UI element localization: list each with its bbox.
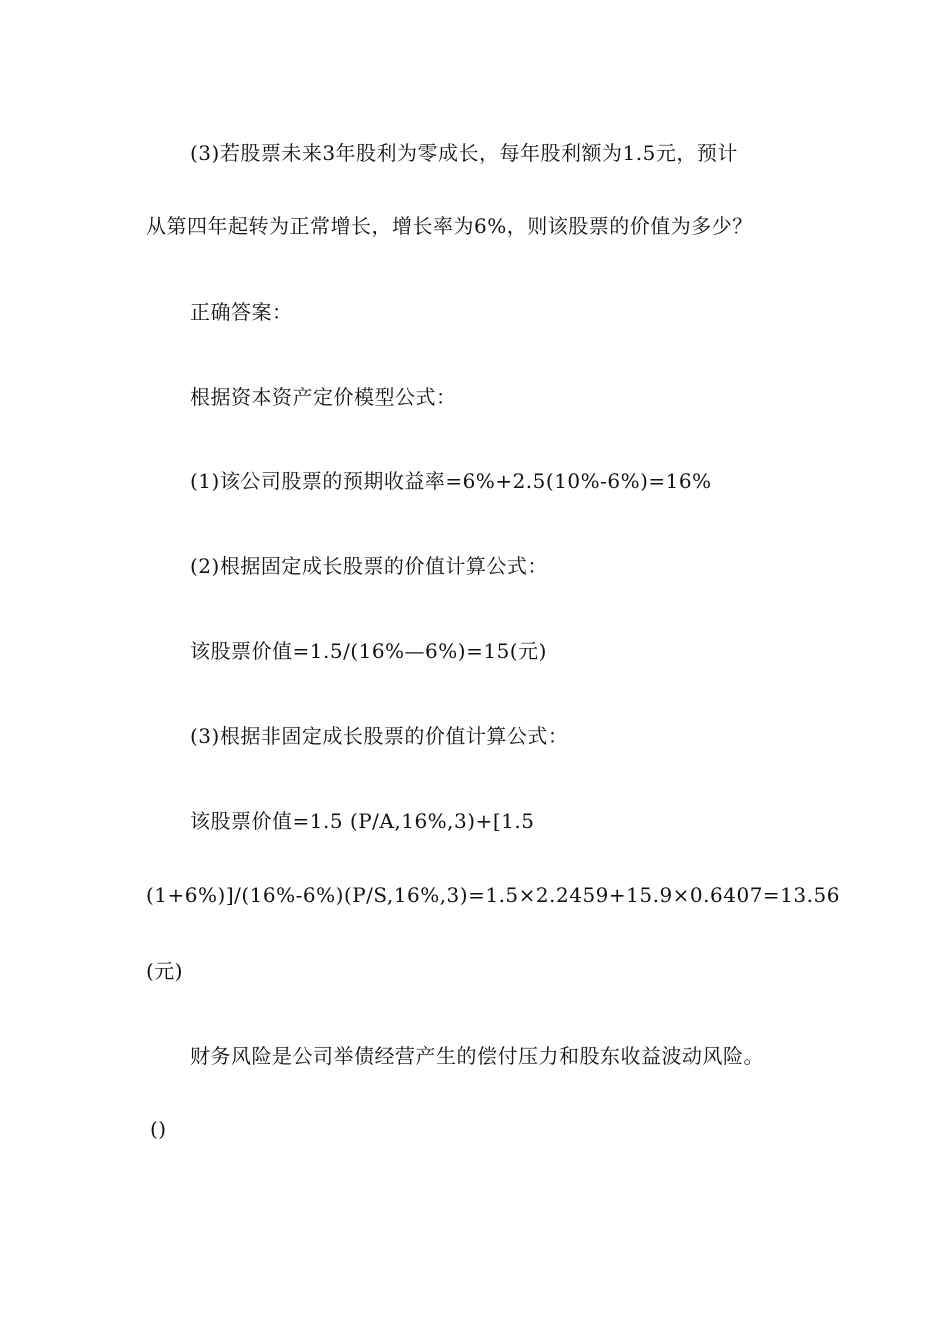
question-part-3-line-2: 从第四年起转为正常增长，增长率为6%，则该股票的价值为多少？ xyxy=(146,214,753,238)
answer-part-3-value-line-2: (1+6%)]/(16%-6%)(P/S,16%,3)=1.5×2.2459+15.9×0.6407=13.56 xyxy=(146,883,840,907)
answer-part-1: (1)该公司股票的预期收益率=6%+2.5(10%-6%)=16% xyxy=(190,469,712,493)
question-part-3-line-1: (3)若股票未来3年股利为零成长，每年股利额为1.5元，预计 xyxy=(190,141,738,165)
answer-part-3-value-line-1: 该股票价值=1.5 (P/A,16%,3)+[1.5 xyxy=(190,809,535,833)
answer-part-2-value: 该股票价值=1.5/(16%—6%)=15(元) xyxy=(190,639,547,663)
capm-intro: 根据资本资产定价模型公式： xyxy=(190,385,457,409)
answer-part-3-intro: (3)根据非固定成长股票的价值计算公式： xyxy=(190,724,569,748)
answer-part-3-value-unit: (元) xyxy=(146,959,184,983)
answer-part-2-intro: (2)根据固定成长股票的价值计算公式： xyxy=(190,554,548,578)
answer-blank-parentheses: () xyxy=(150,1117,167,1141)
financial-risk-statement: 财务风险是公司举债经营产生的偿付压力和股东收益波动风险。 xyxy=(190,1044,764,1068)
answer-heading: 正确答案： xyxy=(190,300,293,324)
